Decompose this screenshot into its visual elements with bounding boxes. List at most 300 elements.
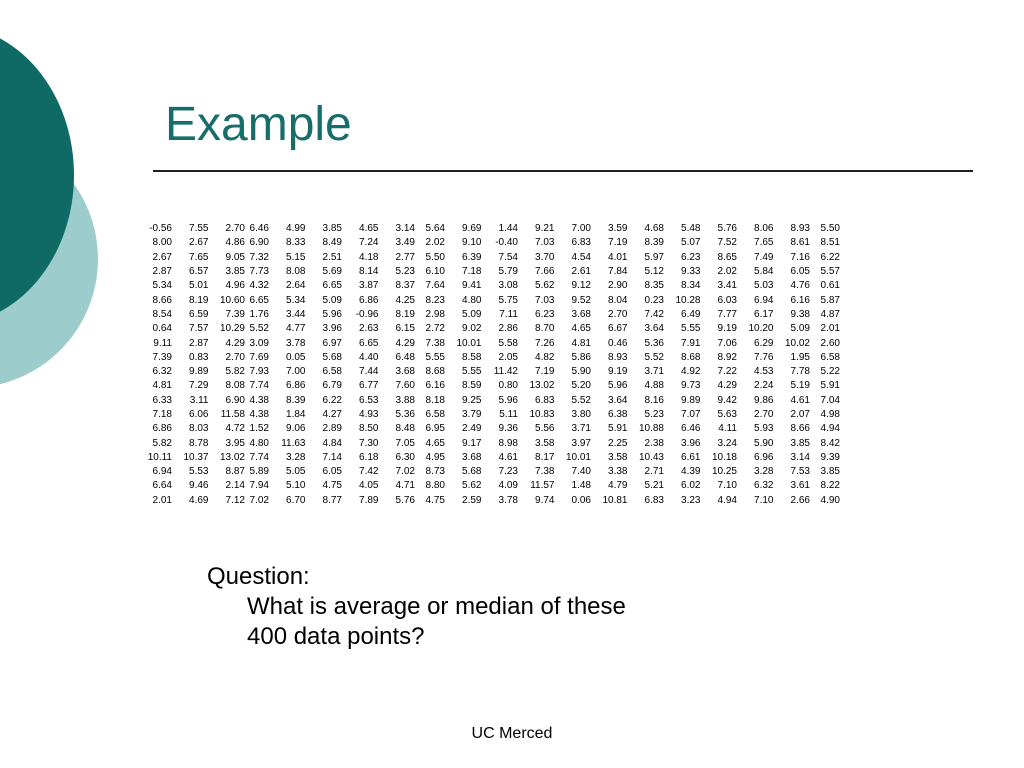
table-cell: 8.08 [286,266,306,278]
table-cell: 5.52 [571,394,591,406]
table-cell: 9.42 [717,394,737,406]
table-cell: 4.09 [498,480,518,492]
table-cell: 4.96 [225,280,245,292]
table-cell: 7.52 [717,237,737,249]
table-cell: 4.82 [535,351,555,363]
question-line-1: What is average or median of these [247,593,626,620]
table-cell: 9.89 [681,394,701,406]
table-cell: 5.50 [425,251,445,263]
table-cell: 6.95 [425,423,445,435]
table-cell: 4.38 [249,394,269,406]
table-row [140,322,840,336]
table-cell: 3.85 [322,223,342,235]
table-row [140,436,840,450]
table-cell: 5.12 [644,266,664,278]
table-cell: 8.66 [790,423,810,435]
table-cell: 7.66 [535,266,555,278]
table-row [140,222,840,236]
table-cell: 6.57 [189,266,209,278]
table-cell: 4.32 [249,280,269,292]
table-cell: 5.84 [754,266,774,278]
table-cell: 2.86 [498,323,518,335]
table-cell: 7.19 [608,237,628,249]
table-cell: 1.48 [571,480,591,492]
table-cell: 10.37 [183,451,209,463]
table-row [140,379,840,393]
table-cell: 9.06 [286,423,306,435]
table-cell: 7.74 [249,380,269,392]
table-cell: 6.33 [152,394,172,406]
table-cell: 2.90 [608,280,628,292]
table-cell: 5.09 [322,294,342,306]
table-cell: 8.58 [462,351,482,363]
table-cell: 4.99 [286,223,306,235]
table-cell: 9.46 [189,480,209,492]
table-cell: 7.00 [286,366,306,378]
table-cell: 4.86 [225,237,245,249]
table-cell: 2.72 [425,323,445,335]
table-cell: 8.93 [790,223,810,235]
table-cell: -0.96 [355,308,379,320]
table-cell: 7.76 [754,351,774,363]
table-cell: 5.07 [681,237,701,249]
table-cell: 3.71 [571,423,591,435]
table-cell: 5.34 [286,294,306,306]
table-cell: 10.60 [219,294,245,306]
table-cell: 7.39 [152,351,172,363]
table-cell: 7.40 [571,466,591,478]
table-cell: 9.21 [535,223,555,235]
table-cell: 4.95 [425,451,445,463]
table-cell: 6.96 [754,451,774,463]
table-cell: 9.74 [535,494,555,506]
table-cell: 7.16 [790,251,810,263]
table-cell: 8.51 [820,237,840,249]
table-cell: 9.41 [462,280,482,292]
table-cell: 6.77 [359,380,379,392]
table-cell: 5.34 [152,280,172,292]
table-cell: 5.86 [571,351,591,363]
table-cell: 7.14 [322,451,342,463]
table-cell: 4.80 [462,294,482,306]
table-cell: 8.49 [322,237,342,249]
table-cell: 4.69 [189,494,209,506]
table-cell: 5.62 [535,280,555,292]
table-cell: 7.26 [535,337,555,349]
table-cell: 2.70 [754,409,774,420]
table-cell: 8.37 [395,280,415,292]
table-cell: 4.98 [820,409,840,420]
table-cell: 2.70 [225,351,245,363]
table-cell: 1.44 [498,223,518,235]
table-cell: 3.95 [225,437,245,449]
table-cell: 9.19 [608,366,628,378]
table-cell: 8.33 [286,237,306,249]
table-cell: 4.29 [717,380,737,392]
table-cell: 7.30 [359,437,379,449]
table-cell: 8.06 [754,223,774,235]
table-cell: 8.19 [395,308,415,320]
table-cell: 10.43 [638,451,664,463]
table-cell: 3.64 [608,394,628,406]
table-cell: 2.01 [152,494,172,506]
table-cell: 4.39 [681,466,701,478]
table-cell: 3.59 [608,223,628,235]
table-cell: -0.40 [495,237,518,249]
table-cell: 7.04 [820,394,840,406]
table-cell: 7.05 [395,437,415,449]
table-cell: 6.22 [322,394,342,406]
table-cell: 10.01 [565,451,591,463]
table-cell: 0.64 [152,323,172,335]
table-cell: 10.88 [638,423,664,435]
title-divider [153,170,973,172]
table-cell: 8.73 [425,466,445,478]
table-cell: 7.10 [717,480,737,492]
table-cell: 9.86 [754,394,774,406]
table-cell: 8.92 [717,351,737,363]
table-cell: 4.65 [359,223,379,235]
table-cell: 3.79 [462,409,482,420]
table-cell: 7.18 [152,409,172,420]
table-cell: 4.93 [359,409,379,420]
table-cell: 5.48 [681,223,701,235]
table-cell: 3.08 [498,280,518,292]
table-cell: 4.80 [249,437,269,449]
table-cell: 5.56 [535,423,555,435]
table-cell: 9.17 [462,437,482,449]
table-cell: 7.10 [754,494,774,506]
table-cell: 6.58 [820,351,840,363]
table-cell: 2.71 [644,466,664,478]
table-cell: 5.36 [395,409,415,420]
table-cell: 6.70 [286,494,306,506]
table-cell: 8.19 [189,294,209,306]
table-cell: 10.83 [529,409,555,420]
table-cell: 7.18 [462,266,482,278]
table-row [140,308,840,322]
table-cell: 7.94 [249,480,269,492]
table-cell: 4.61 [790,394,810,406]
table-cell: 7.77 [717,308,737,320]
table-cell: 8.14 [359,266,379,278]
table-cell: 4.90 [820,494,840,506]
table-cell: 4.18 [359,251,379,263]
table-cell: 6.05 [322,466,342,478]
table-cell: 0.46 [608,337,628,349]
table-cell: 4.81 [571,337,591,349]
table-row [140,236,840,250]
table-cell: 5.15 [286,251,306,263]
table-cell: 4.27 [322,409,342,420]
table-cell: 5.91 [608,423,628,435]
table-cell: 7.65 [189,251,209,263]
table-cell: 8.66 [152,294,172,306]
table-cell: 4.81 [152,380,172,392]
table-cell: 5.82 [152,437,172,449]
table-cell: 8.50 [359,423,379,435]
table-cell: 0.83 [189,351,209,363]
table-cell: 10.01 [456,337,482,349]
table-cell: 4.68 [644,223,664,235]
table-cell: 2.02 [717,266,737,278]
table-cell: 3.97 [571,437,591,449]
table-cell: 13.02 [529,380,555,392]
table-cell: 9.11 [153,337,172,349]
table-cell: 7.42 [359,466,379,478]
table-cell: 3.85 [225,266,245,278]
table-cell: 7.29 [189,380,209,392]
table-cell: 6.97 [322,337,342,349]
table-cell: 2.01 [820,323,840,335]
table-cell: 10.28 [675,294,701,306]
table-cell: 6.32 [754,480,774,492]
table-cell: 4.11 [718,423,737,435]
table-cell: 9.12 [571,280,591,292]
table-cell: 6.03 [717,294,737,306]
table-cell: 10.81 [602,494,628,506]
table-cell: 4.65 [571,323,591,335]
table-cell: 3.49 [395,237,415,249]
data-table [140,222,840,508]
table-cell: 5.64 [425,223,445,235]
table-cell: 10.20 [748,323,774,335]
table-cell: 1.95 [790,351,810,363]
table-cell: 1.84 [286,409,306,420]
table-cell: 3.58 [608,451,628,463]
table-cell: 4.01 [608,251,628,263]
table-cell: 6.83 [644,494,664,506]
table-cell: 6.59 [189,308,209,320]
table-cell: 4.72 [225,423,245,435]
table-cell: 7.44 [359,366,379,378]
table-cell: 3.14 [790,451,810,463]
table-cell: 6.90 [249,237,269,249]
table-cell: 9.19 [717,323,737,335]
table-cell: 3.23 [681,494,701,506]
table-cell: 2.25 [608,437,628,449]
table-cell: 10.25 [711,466,737,478]
table-cell: 3.96 [681,437,701,449]
table-cell: 3.85 [790,437,810,449]
table-cell: 7.73 [249,266,269,278]
table-cell: 3.64 [644,323,664,335]
table-cell: 5.03 [754,280,774,292]
table-cell: 7.64 [425,280,445,292]
table-cell: 2.70 [608,308,628,320]
table-cell: 2.64 [286,280,306,292]
table-cell: 6.10 [425,266,445,278]
table-cell: 7.74 [249,451,269,463]
table-cell: 6.02 [681,480,701,492]
table-cell: 5.19 [790,380,810,392]
table-cell: 8.42 [820,437,840,449]
table-row [140,251,840,265]
table-cell: 4.75 [425,494,445,506]
table-cell: 10.18 [711,451,737,463]
table-cell: 9.39 [820,451,840,463]
table-cell: 6.06 [189,409,209,420]
table-cell: 6.83 [571,237,591,249]
table-cell: 4.76 [790,280,810,292]
table-cell: 8.78 [189,437,209,449]
table-cell: 3.70 [535,251,555,263]
table-cell: 3.68 [462,451,482,463]
table-row [140,365,840,379]
table-cell: 5.52 [249,323,269,335]
table-cell: 6.61 [681,451,701,463]
table-row [140,351,840,365]
table-cell: 5.69 [322,266,342,278]
table-cell: 5.20 [571,380,591,392]
table-cell: 8.34 [681,280,701,292]
table-cell: 0.80 [498,380,518,392]
table-cell: 3.28 [754,466,774,478]
table-cell: 3.38 [608,466,628,478]
table-cell: 3.78 [286,337,306,349]
table-row [140,465,840,479]
table-cell: 7.03 [535,294,555,306]
table-cell: 5.52 [644,351,664,363]
table-cell: 13.02 [219,451,245,463]
table-cell: 4.87 [820,308,840,320]
footer-text: UC Merced [471,725,553,742]
table-cell: 8.23 [425,294,445,306]
table-row [140,394,840,408]
table-cell: 5.82 [225,366,245,378]
table-cell: 0.06 [571,494,591,506]
table-cell: 8.04 [608,294,628,306]
table-cell: 9.05 [225,251,245,263]
table-cell: 5.96 [608,380,628,392]
table-cell: 3.80 [571,409,591,420]
table-row [140,336,840,350]
table-cell: 6.86 [359,294,379,306]
table-cell: 5.10 [286,480,306,492]
table-cell: -0.56 [149,223,172,235]
table-cell: 9.33 [681,266,701,278]
table-cell: 5.87 [820,294,840,306]
table-cell: 5.23 [395,266,415,278]
table-cell: 6.23 [681,251,701,263]
table-cell: 7.54 [498,251,518,263]
table-cell: 6.58 [322,366,342,378]
table-cell: 4.71 [395,480,415,492]
table-cell: 7.32 [249,251,269,263]
table-cell: 8.39 [644,237,664,249]
table-cell: 6.23 [535,308,555,320]
table-cell: 11.42 [493,366,518,378]
table-cell: 3.87 [359,280,379,292]
table-row [140,265,840,279]
table-cell: 1.52 [249,423,269,435]
question-block [207,562,626,652]
table-cell: 7.49 [754,251,774,263]
table-cell: 7.07 [681,409,701,420]
table-cell: 5.53 [189,466,209,478]
table-cell: 8.68 [425,366,445,378]
table-cell: 2.24 [754,380,774,392]
table-cell: 5.68 [322,351,342,363]
table-cell: 5.90 [754,437,774,449]
table-cell: 7.69 [249,351,269,363]
table-cell: 8.68 [681,351,701,363]
table-cell: 3.11 [189,394,209,406]
table-cell: 9.89 [189,366,209,378]
table-cell: 8.70 [535,323,555,335]
table-cell: 4.88 [644,380,664,392]
table-cell: 2.87 [189,337,209,349]
table-cell: 11.57 [530,480,555,492]
table-cell: 5.55 [681,323,701,335]
table-cell: 0.23 [644,294,664,306]
table-cell: 2.59 [462,494,482,506]
table-cell: 8.93 [608,351,628,363]
table-cell: 8.18 [425,394,445,406]
table-cell: 3.09 [249,337,269,349]
table-cell: 10.29 [219,323,245,335]
table-cell: 6.15 [395,323,415,335]
table-cell: 2.05 [498,351,518,363]
table-cell: 2.66 [790,494,810,506]
table-cell: 6.46 [681,423,701,435]
table-cell: 3.78 [498,494,518,506]
table-cell: 6.83 [535,394,555,406]
table-cell: 6.79 [322,380,342,392]
table-cell: 2.60 [820,337,840,349]
table-cell: 4.61 [498,451,518,463]
table-cell: 6.64 [152,480,172,492]
table-row [140,494,840,508]
table-cell: 8.98 [498,437,518,449]
table-cell: 5.11 [499,409,518,420]
table-cell: 4.92 [681,366,701,378]
table-cell: 4.53 [754,366,774,378]
table-cell: 5.09 [462,308,482,320]
table-cell: 2.77 [395,251,415,263]
table-cell: 8.39 [286,394,306,406]
table-cell: 4.65 [425,437,445,449]
table-cell: 4.77 [286,323,306,335]
table-cell: 5.58 [498,337,518,349]
table-cell: 5.90 [571,366,591,378]
table-cell: 5.57 [820,266,840,278]
table-cell: 6.17 [754,308,774,320]
table-cell: 8.48 [395,423,415,435]
data-table-body [140,222,840,508]
table-cell: 8.65 [717,251,737,263]
table-cell: 4.29 [225,337,245,349]
table-cell: 6.46 [249,223,269,235]
table-cell: 8.87 [225,466,245,478]
table-cell: 4.94 [820,423,840,435]
table-cell: 6.16 [425,380,445,392]
table-cell: 5.62 [462,480,482,492]
table-cell: 9.69 [462,223,482,235]
table-cell: 7.11 [499,308,518,320]
table-cell: 2.87 [152,266,172,278]
table-row [140,279,840,293]
table-cell: 2.67 [152,251,172,263]
table-cell: 4.05 [359,480,379,492]
table-cell: 4.84 [322,437,342,449]
table-cell: 6.86 [152,423,172,435]
table-cell: 6.65 [322,280,342,292]
table-cell: 7.78 [790,366,810,378]
table-cell: 4.38 [249,409,269,420]
table-cell: 2.14 [225,480,245,492]
table-cell: 5.79 [498,266,518,278]
